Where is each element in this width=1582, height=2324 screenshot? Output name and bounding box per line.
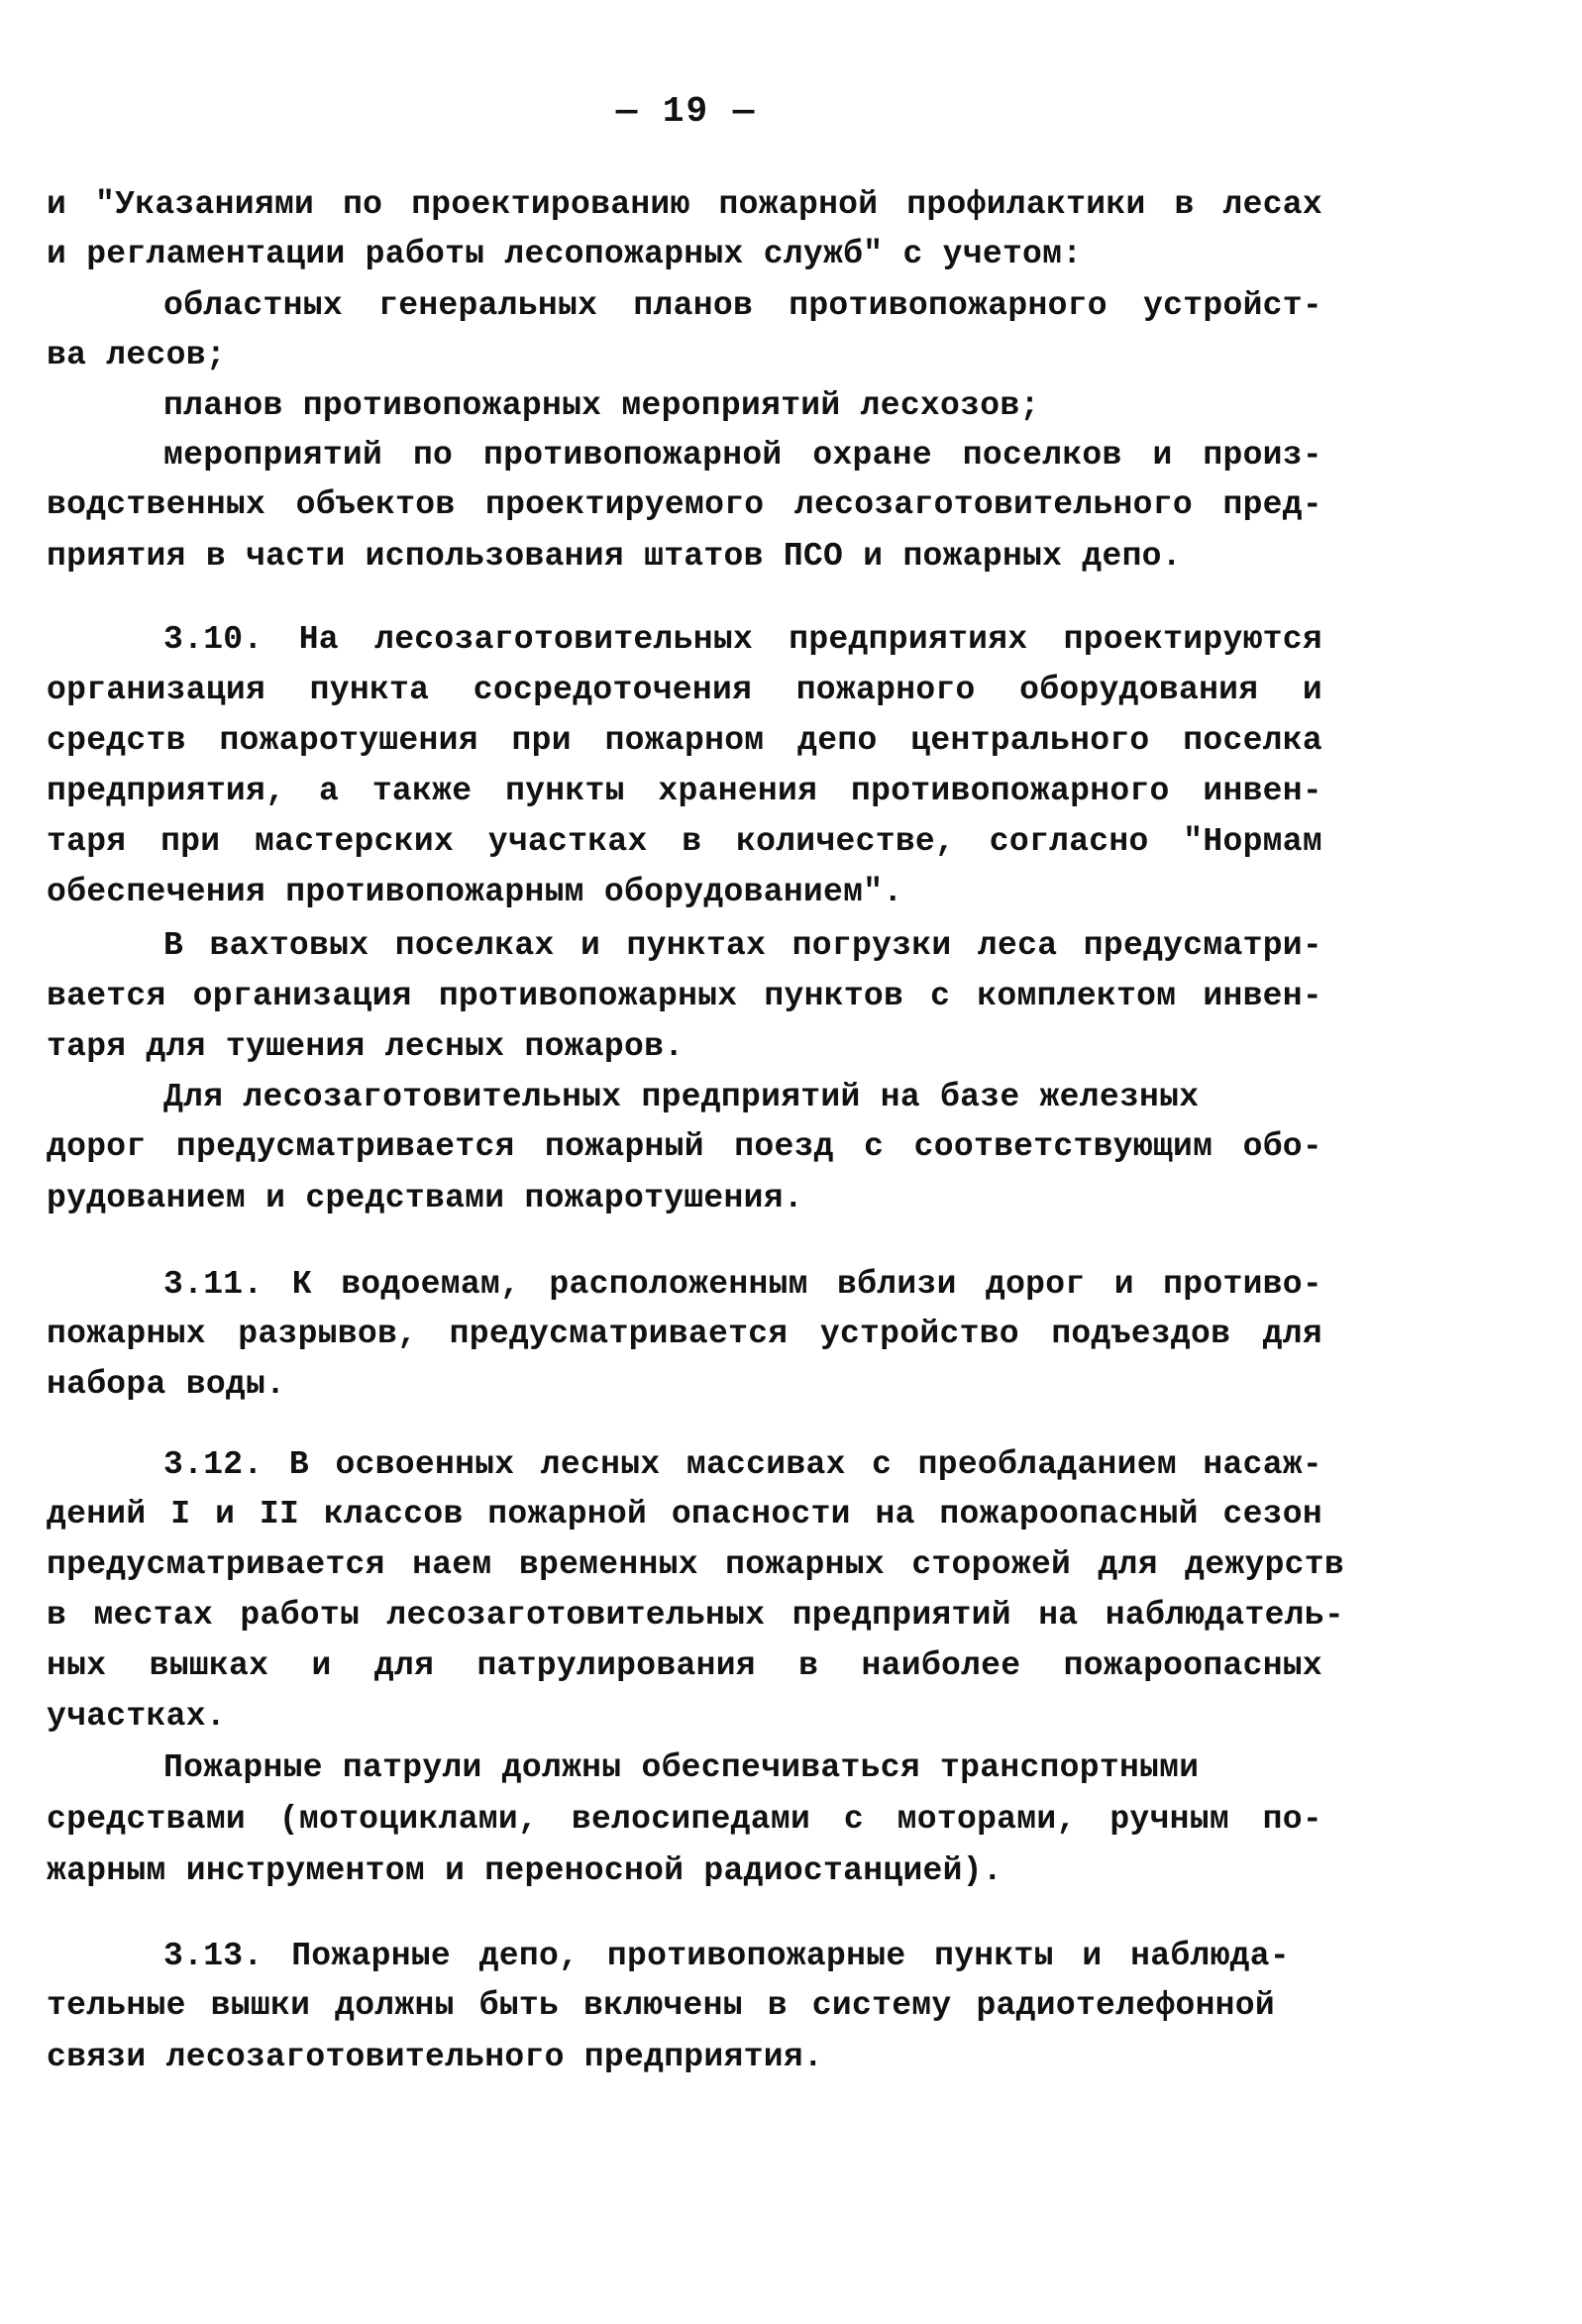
text-line: и "Указаниями по проектированию пожарной профилактики в лесах — [47, 186, 1322, 223]
text-line: пожарных разрывов, предусматривается устройство подъездов для — [47, 1316, 1322, 1352]
text-line: и регламентации работы лесопожарных служб" с учетом: — [47, 236, 1083, 272]
text-line: Пожарные патрули должны обеспечиваться транспортными — [163, 1749, 1200, 1786]
section-3-13-heading-line: 3.13. Пожарные депо, противопожарные пункты и наблюда- — [163, 1938, 1290, 1974]
text-line: рудованием и средствами пожаротушения. — [47, 1180, 803, 1216]
text-line: таря при мастерских участках в количестве, согласно "Нормам — [47, 823, 1322, 860]
text-line: мероприятий по противопожарной охране поселков и произ- — [163, 437, 1322, 474]
text-line: приятия в части использования штатов ПСО и пожарных депо. — [47, 538, 1182, 575]
text-line: ва лесов; — [47, 337, 226, 373]
text-line: вается организация противопожарных пунктов с комплектом инвен- — [47, 978, 1322, 1014]
text-line: ных вышках и для патрулирования в наиболее пожароопасных — [47, 1647, 1322, 1684]
text-line: организация пункта сосредоточения пожарного оборудования и — [47, 672, 1322, 708]
text-line: таря для тушения лесных пожаров. — [47, 1028, 685, 1065]
text-line: обеспечения противопожарным оборудованием". — [47, 874, 903, 910]
section-3-10-heading-line: 3.10. На лесозаготовительных предприятиях проектируются — [163, 621, 1322, 658]
text-line: жарным инструментом и переносной радиостанцией). — [47, 1852, 1002, 1889]
text-line: набора воды. — [47, 1366, 286, 1403]
text-line: участках. — [47, 1698, 226, 1735]
text-line: В вахтовых поселках и пунктах погрузки леса предусматри- — [163, 927, 1322, 964]
text-line: областных генеральных планов противопожарного устройст- — [163, 287, 1322, 324]
text-line: средств пожаротушения при пожарном депо центрального поселка — [47, 722, 1322, 759]
text-line: водственных объектов проектируемого лесозаготовительного пред- — [47, 486, 1322, 523]
section-3-11-heading-line: 3.11. К водоемам, расположенным вблизи дорог и противо- — [163, 1266, 1322, 1303]
text-line: предусматривается наем временных пожарных сторожей для дежурств — [47, 1546, 1344, 1583]
text-line: планов противопожарных мероприятий лесхозов; — [163, 387, 1040, 424]
text-line: дений I и II классов пожарной опасности на пожароопасный сезон — [47, 1496, 1322, 1532]
text-line: предприятия, а также пункты хранения противопожарного инвен- — [47, 773, 1322, 809]
text-line: дорог предусматривается пожарный поезд с соответствующим обо- — [47, 1128, 1322, 1165]
section-3-12-heading-line: 3.12. В освоенных лесных массивах с преобладанием насаж- — [163, 1446, 1322, 1483]
text-line: связи лесозаготовительного предприятия. — [47, 2039, 824, 2075]
page-number: — 19 — — [615, 91, 757, 132]
text-line: Для лесозаготовительных предприятий на базе железных — [163, 1079, 1200, 1115]
text-line: средствами (мотоциклами, велосипедами с моторами, ручным по- — [47, 1801, 1322, 1838]
text-line: в местах работы лесозаготовительных предприятий на наблюдатель- — [47, 1597, 1344, 1634]
text-line: тельные вышки должны быть включены в систему радиотелефонной — [47, 1987, 1275, 2024]
